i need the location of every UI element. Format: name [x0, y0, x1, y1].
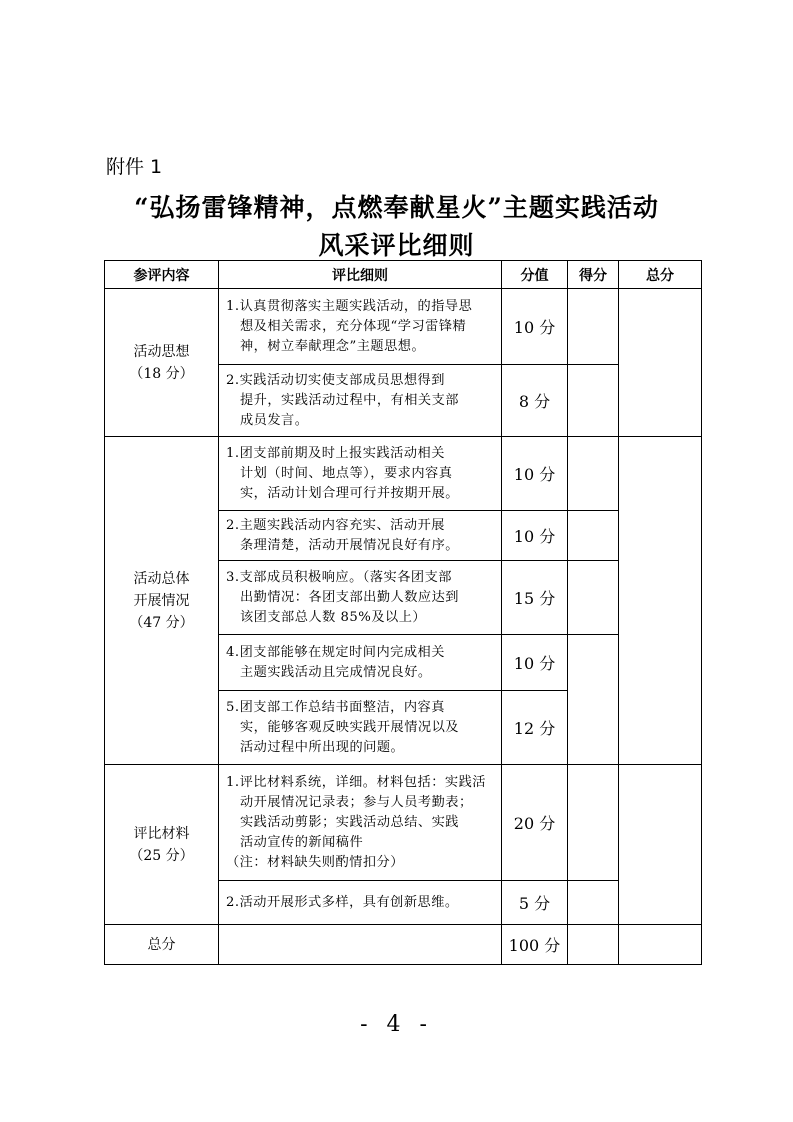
category-cell: [105, 289, 219, 437]
total-detail-cell: [219, 925, 502, 965]
category-name: 活动总体: [133, 570, 190, 587]
scoring-table: [104, 260, 702, 965]
header-category: 参评内容: [105, 261, 219, 289]
criterion-detail: 3.支部成员积极响应。（落实各团支部 出勤情况：各团支部出勤人数应达到 该团支部总人数 85%及以上）: [219, 561, 502, 635]
table-row: [105, 289, 702, 365]
got-score-cell[interactable]: [568, 925, 619, 965]
header-score: 分值: [502, 261, 568, 289]
category-name: 开展情况: [133, 592, 190, 609]
table-row: [105, 437, 702, 511]
criterion-score: 10 分: [502, 635, 568, 691]
category-name: 评比材料: [133, 825, 190, 842]
criterion-score: 10 分: [502, 289, 568, 365]
table-row: [105, 765, 702, 881]
criterion-score: 8 分: [502, 365, 568, 437]
criterion-score: 10 分: [502, 437, 568, 511]
got-score-cell[interactable]: [568, 635, 619, 765]
category-cell: [105, 437, 219, 765]
total-label: 总分: [105, 925, 219, 965]
category-points: （18 分）: [129, 365, 194, 382]
header-got: 得分: [568, 261, 619, 289]
category-name: 活动思想: [133, 343, 190, 360]
criterion-detail: 1.团支部前期及时上报实践活动相关 计划（时间、地点等），要求内容真 实，活动计划合理可行并按期开展。: [219, 437, 502, 511]
criterion-detail: 1.认真贯彻落实主题实践活动，的指导思 想及相关需求，充分体现“学习雷锋精 神，树立奉献理念”主题思想。: [219, 289, 502, 365]
total-max-score: 100 分: [502, 925, 568, 965]
criterion-detail: 4.团支部能够在规定时间内完成相关 主题实践活动且完成情况良好。: [219, 635, 502, 691]
got-score-cell[interactable]: [568, 511, 619, 561]
got-score-cell[interactable]: [568, 881, 619, 925]
header-detail: 评比细则: [219, 261, 502, 289]
criterion-score: 10 分: [502, 511, 568, 561]
got-score-cell[interactable]: [568, 289, 619, 365]
page-number: - 4 -: [360, 1012, 433, 1037]
table-header-row: [105, 261, 702, 289]
got-score-cell[interactable]: [568, 765, 619, 881]
criterion-detail: 1.评比材料系统，详细。材料包括：实践活 动开展情况记录表；参与人员考勤表； 实践活动剪影；实践活动总结、实践 活动宣传的新闻稿件 （注：材料缺失则酌情扣分）: [219, 765, 502, 881]
total-row: [105, 925, 702, 965]
total-score-cell[interactable]: [619, 925, 702, 965]
got-score-cell[interactable]: [568, 561, 619, 635]
document-title-line2: 风采评比细则: [318, 231, 475, 260]
criterion-detail: 2.活动开展形式多样，具有创新思维。: [219, 881, 502, 925]
category-points: （25 分）: [129, 847, 194, 864]
criterion-score: 20 分: [502, 765, 568, 881]
criterion-score: 5 分: [502, 881, 568, 925]
category-cell: [105, 765, 219, 925]
header-total: 总分: [619, 261, 702, 289]
document-title-line1: “弘扬雷锋精神，点燃奉献星火”主题实践活动: [134, 193, 659, 222]
criterion-score: 15 分: [502, 561, 568, 635]
criterion-detail: 2.主题实践活动内容充实、活动开展 条理清楚，活动开展情况良好有序。: [219, 511, 502, 561]
criterion-detail: 2.实践活动切实使支部成员思想得到 提升，实践活动过程中，有相关支部 成员发言。: [219, 365, 502, 437]
criterion-score: 12 分: [502, 691, 568, 765]
criterion-detail: 5.团支部工作总结书面整洁，内容真 实，能够客观反映实践开展情况以及 活动过程中所出现的问题。: [219, 691, 502, 765]
total-score-cell[interactable]: [619, 765, 702, 925]
attachment-label: 附件 1: [106, 156, 163, 178]
got-score-cell[interactable]: [568, 365, 619, 437]
category-points: （47 分）: [129, 614, 194, 631]
total-score-cell[interactable]: [619, 437, 702, 765]
got-score-cell[interactable]: [568, 437, 619, 511]
total-score-cell[interactable]: [619, 289, 702, 437]
